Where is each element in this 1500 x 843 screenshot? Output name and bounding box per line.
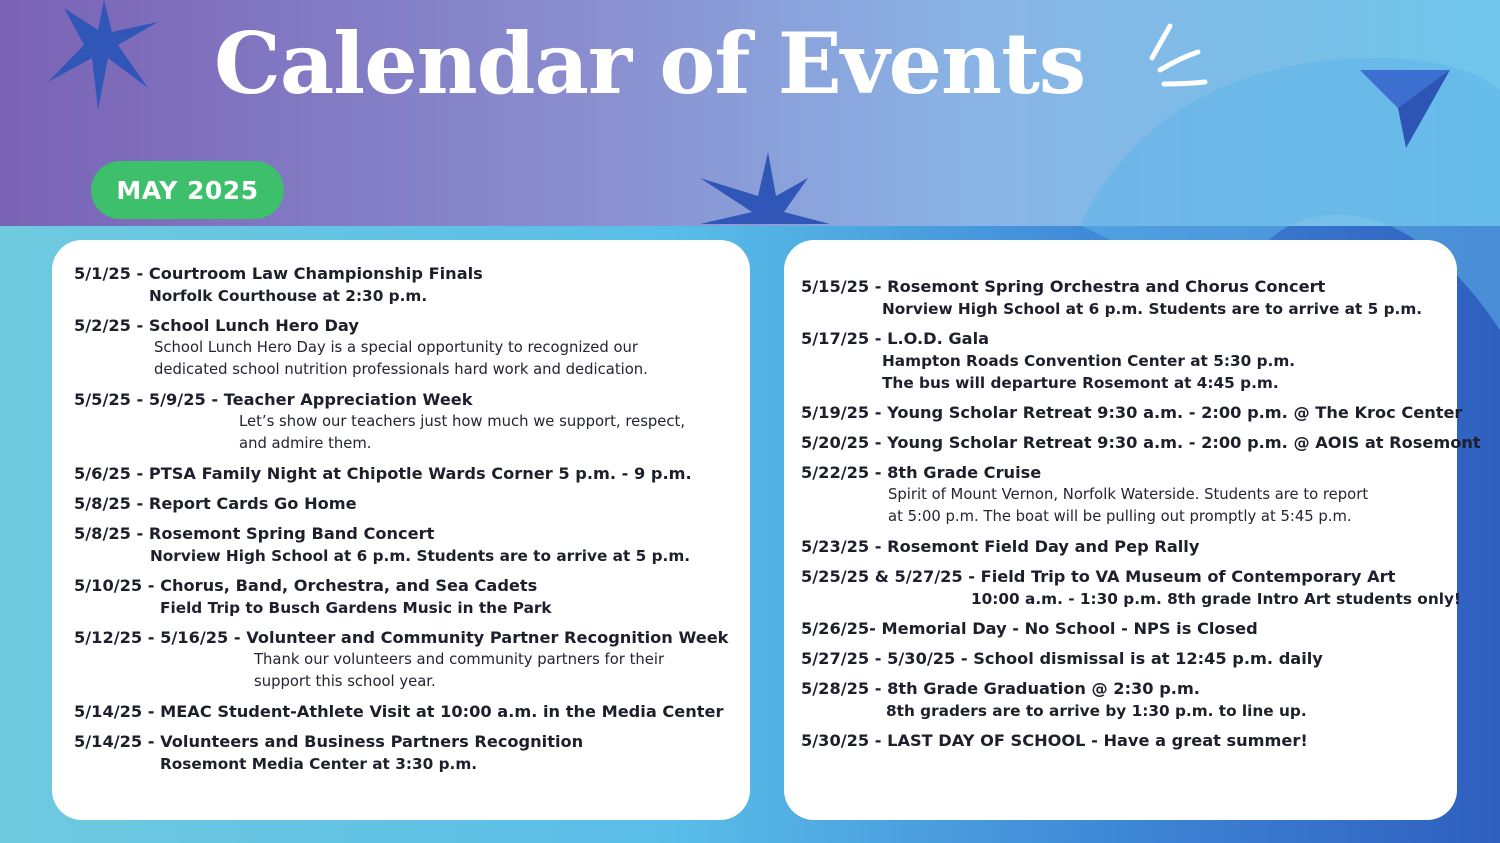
event-item: [74, 730, 740, 775]
event-item: [74, 574, 740, 619]
page-title: Calendar of Events: [214, 14, 1086, 113]
event-title: 5/26/25- Memorial Day - No School - NPS is Closed: [801, 619, 1258, 638]
event-description: School Lunch Hero Day is a special opportunity to recognized our: [154, 339, 638, 356]
event-item: [801, 677, 1451, 722]
event-item: [74, 522, 740, 567]
event-detail: Field Trip to Busch Gardens Music in the Park: [160, 599, 552, 617]
event-detail: Norfolk Courthouse at 2:30 p.m.: [149, 287, 428, 305]
month-badge: MAY 2025: [91, 161, 284, 219]
event-item: [801, 461, 1451, 528]
event-item: [801, 647, 1451, 670]
star-icon: [48, 0, 158, 110]
event-item: [801, 535, 1451, 558]
event-title: 5/22/25 - 8th Grade Cruise: [801, 463, 1042, 482]
event-title: 5/6/25 - PTSA Family Night at Chipotle Wards Corner 5 p.m. - 9 p.m.: [74, 464, 692, 483]
event-detail: Hampton Roads Convention Center at 5:30 p.m.: [882, 352, 1296, 370]
event-title: 5/5/25 - 5/9/25 - Teacher Appreciation Week: [74, 390, 473, 409]
event-title: 5/25/25 & 5/27/25 - Field Trip to VA Museum of Contemporary Art: [801, 567, 1396, 586]
event-description: and admire them.: [239, 435, 372, 452]
event-description: support this school year.: [254, 673, 436, 690]
event-description: Spirit of Mount Vernon, Norfolk Waterside. Students are to report: [888, 486, 1369, 503]
event-detail: 10:00 a.m. - 1:30 p.m. 8th grade Intro Art students only!: [971, 590, 1461, 608]
event-title: 5/20/25 - Young Scholar Retreat 9:30 a.m. - 2:00 p.m. @ AOIS at Rosemont: [801, 433, 1481, 452]
event-title: 5/17/25 - L.O.D. Gala: [801, 329, 990, 348]
event-title: 5/15/25 - Rosemont Spring Orchestra and Chorus Concert: [801, 277, 1326, 296]
event-item: [801, 565, 1461, 610]
event-item: [801, 327, 1451, 394]
event-item: [74, 262, 740, 307]
events-panel-left: [52, 240, 750, 820]
event-detail: Norview High School at 6 p.m. Students are to arrive at 5 p.m.: [150, 547, 691, 565]
events-panel-right: [784, 240, 1481, 820]
event-title: 5/28/25 - 8th Grade Graduation @ 2:30 p.m.: [801, 679, 1200, 698]
star-icon: [700, 152, 830, 224]
event-item: [801, 729, 1451, 752]
event-detail: Norview High School at 6 p.m. Students are to arrive at 5 p.m.: [882, 300, 1423, 318]
sparkle-lines-icon: [1152, 26, 1205, 84]
event-title: 5/14/25 - MEAC Student-Athlete Visit at 10:00 a.m. in the Media Center: [74, 702, 724, 721]
event-item: [801, 275, 1451, 320]
event-description: at 5:00 p.m. The boat will be pulling out promptly at 5:45 p.m.: [888, 508, 1352, 525]
event-item: [74, 626, 740, 693]
event-item: [74, 388, 740, 455]
event-title: 5/12/25 - 5/16/25 - Volunteer and Community Partner Recognition Week: [74, 628, 729, 647]
event-title: 5/8/25 - Rosemont Spring Band Concert: [74, 524, 435, 543]
event-title: 5/30/25 - LAST DAY OF SCHOOL - Have a great summer!: [801, 731, 1308, 750]
event-item: [74, 492, 740, 515]
event-detail: Rosemont Media Center at 3:30 p.m.: [160, 755, 478, 773]
event-detail: 8th graders are to arrive by 1:30 p.m. to line up.: [886, 702, 1307, 720]
event-title: 5/19/25 - Young Scholar Retreat 9:30 a.m. - 2:00 p.m. @ The Kroc Center: [801, 403, 1463, 422]
event-title: 5/10/25 - Chorus, Band, Orchestra, and Sea Cadets: [74, 576, 538, 595]
event-title: 5/23/25 - Rosemont Field Day and Pep Rally: [801, 537, 1200, 556]
event-item: [801, 431, 1481, 454]
event-detail: The bus will departure Rosemont at 4:45 p.m.: [882, 374, 1279, 392]
event-title: 5/1/25 - Courtroom Law Championship Finals: [74, 264, 483, 283]
event-description: Thank our volunteers and community partners for their: [254, 651, 665, 668]
event-item: [74, 314, 740, 381]
event-description: Let’s show our teachers just how much we support, respect,: [239, 413, 686, 430]
event-item: [74, 700, 740, 723]
event-title: 5/14/25 - Volunteers and Business Partners Recognition: [74, 732, 584, 751]
event-title: 5/27/25 - 5/30/25 - School dismissal is at 12:45 p.m. daily: [801, 649, 1323, 668]
event-item: [74, 462, 740, 485]
event-item: [801, 617, 1451, 640]
event-title: 5/8/25 - Report Cards Go Home: [74, 494, 357, 513]
event-title: 5/2/25 - School Lunch Hero Day: [74, 316, 359, 335]
event-description: dedicated school nutrition professionals hard work and dedication.: [154, 361, 648, 378]
event-item: [801, 401, 1463, 424]
